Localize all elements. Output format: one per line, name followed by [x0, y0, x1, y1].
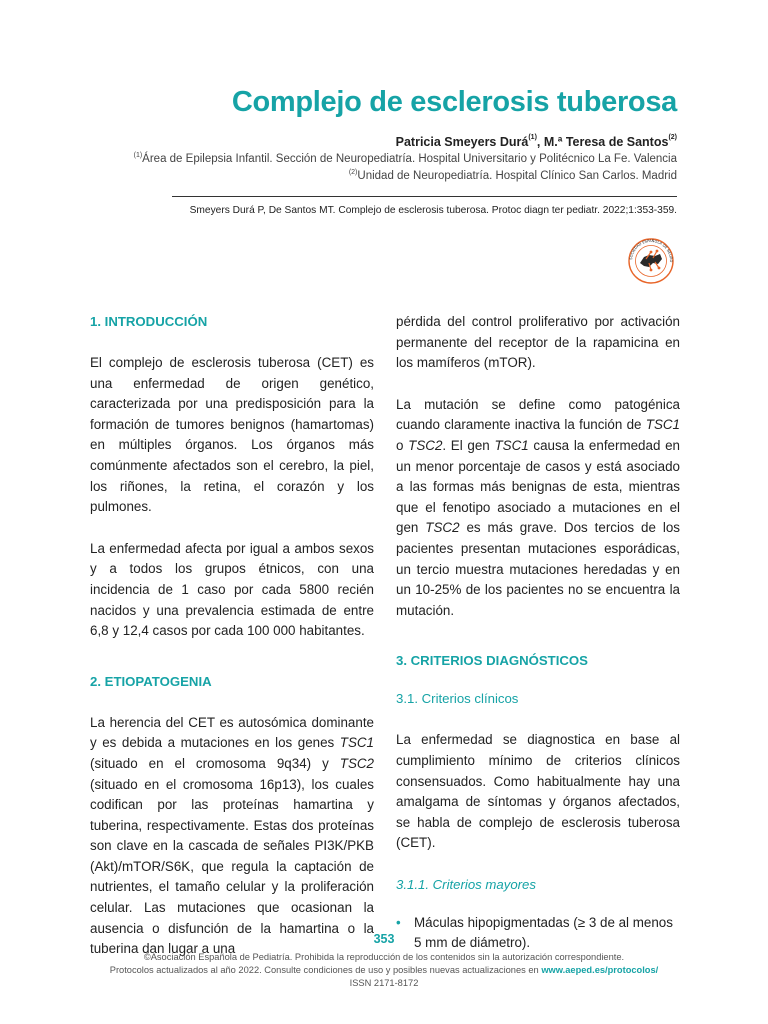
- gene-name: TSC1: [339, 735, 374, 751]
- footer-update-note: [0, 964, 768, 977]
- text-run: . El gen: [442, 437, 495, 453]
- subsubsection-heading-criterios-mayores: 3.1.1. Criterios mayores: [396, 876, 536, 892]
- right-column: [396, 312, 680, 954]
- paragraph: [396, 395, 680, 622]
- gene-name: TSC2: [408, 437, 443, 453]
- subsection-heading-criterios-clinicos: 3.1. Criterios clínicos: [396, 691, 519, 707]
- text-run: o: [396, 437, 409, 453]
- text-run: (situado en el cromosoma 9q34) y: [90, 755, 340, 771]
- bullet-marker: •: [396, 914, 401, 930]
- page-footer: [0, 951, 768, 990]
- footer-issn: ISSN 2171-8172: [349, 978, 419, 988]
- article-title: Complejo de esclerosis tuberosa: [231, 86, 677, 118]
- paragraph: La enfermedad afecta por igual a ambos sexos y a todos los grupos étnicos, con una incidencia de 1 caso por cada 5800 recién nacidos y una prevalencia estimada de entre 6,8 y 12,4 casos por cada 100 000 habitantes.: [90, 540, 374, 639]
- footer-text: Protocolos actualizados al año 2022. Consulte condiciones de uso y posibles nuevas actualizaciones en: [109, 965, 542, 975]
- affiliation-text: Área de Epilepsia Infantil. Sección de Neuropediatría. Hospital Universitario y Politécnico La Fe. Valencia: [142, 153, 677, 165]
- text-run: (situado en el cromosoma 16p13), los cuales codifican por las proteínas hamartina y tuberina, respectivamente. Estas dos proteínas son clave en la cascada de señales PI3K/PKB (Akt)/mTOR/S6K, que regula la captación de nutrientes, el tamaño celular y la proliferación celular. Las mutaciones que ocasionan la ausencia o disfunción de la hamartina o la tuberina dan lugar a una: [90, 776, 374, 957]
- footer-link[interactable]: www.aeped.es/protocolos/: [541, 965, 659, 975]
- affiliation-marker: (2): [348, 169, 358, 176]
- text-run: La mutación se define como patogénica cuando claramente inactiva la función de: [396, 396, 680, 433]
- author-name: M.ª Teresa de Santos: [543, 135, 669, 149]
- gene-name: TSC1: [494, 437, 529, 453]
- seal-icon: [622, 237, 680, 285]
- affiliation-2: [349, 170, 677, 182]
- svg-text:SOCIEDAD ESPAÑOLA DE NEUROLOGÍ: SOCIEDAD ESPAÑOLA DE NEURO: [629, 238, 674, 263]
- author-affiliation-marker: (1): [528, 134, 537, 141]
- footer-copyright: ©Asociación Española de Pediatría. Prohibida la reproducción de los contenidos sin la autorización correspondiente.: [143, 952, 625, 962]
- paragraph: [90, 713, 374, 960]
- gene-name: TSC2: [425, 520, 460, 536]
- affiliation-text: Unidad de Neuropediatría. Hospital Clínico San Carlos. Madrid: [357, 170, 677, 182]
- list-item-text: Máculas hipopigmentadas (≥ 3 de al menos 5 mm de diámetro).: [414, 914, 673, 951]
- gene-name: TSC1: [645, 417, 680, 433]
- author-separator: ,: [536, 135, 544, 149]
- text-run: La herencia del CET es autosómica dominante y es debida a mutaciones en los genes: [90, 714, 374, 751]
- author-list: [396, 135, 677, 149]
- section-heading-etiopatogenia: 2. ETIOPATOGENIA: [90, 673, 212, 689]
- author-name: Patricia Smeyers Durá: [395, 135, 529, 149]
- affiliation-marker: (1): [133, 152, 143, 159]
- section-heading-introduccion: 1. INTRODUCCIÓN: [90, 314, 208, 329]
- text-run: es más grave. Dos tercios de los pacientes presentan mutaciones esporádicas, un tercio muestra mutaciones heredadas y en un 10-25% de los pacientes no se encuentra la mutación.: [396, 520, 680, 618]
- text-run: causa la enfermedad en un menor porcentaje de casos y está asociado a las formas más benignas de esta, mientras que el fenotipo asociado a mutaciones en el gen: [396, 437, 680, 536]
- citation-line: Smeyers Durá P, De Santos MT. Complejo de esclerosis tuberosa. Protoc diagn ter pediatr. 2022;1:353-359.: [189, 205, 677, 216]
- gene-name: TSC2: [339, 755, 374, 771]
- left-column: [90, 312, 374, 960]
- society-seal-logo: [622, 237, 680, 285]
- paragraph: La enfermedad se diagnostica en base al cumplimiento mínimo de criterios clínicos consensuados. Como habitualmente hay una amalgama de síntomas y órganos afectados, se habla de complejo de esclerosis tuberosa (CET).: [396, 732, 680, 851]
- section-heading-criterios: 3. CRITERIOS DIAGNÓSTICOS: [396, 653, 588, 669]
- paragraph: pérdida del control proliferativo por activación permanente del receptor de la rapamicina en los mamíferos (mTOR).: [396, 314, 680, 371]
- author-affiliation-marker: (2): [668, 134, 677, 141]
- paragraph: El complejo de esclerosis tuberosa (CET) es una enfermedad de origen genético, caracterizada por una predisposición para la formación de tumores benignos (hamartomas) en múltiples órganos. Los órganos más comúnmente afectados son el cerebro, la piel, los riñones, la retina, el corazón y los pulmones.: [90, 355, 374, 515]
- affiliation-1: [134, 153, 677, 165]
- header-divider: [172, 196, 677, 197]
- page-number: 353: [373, 932, 395, 946]
